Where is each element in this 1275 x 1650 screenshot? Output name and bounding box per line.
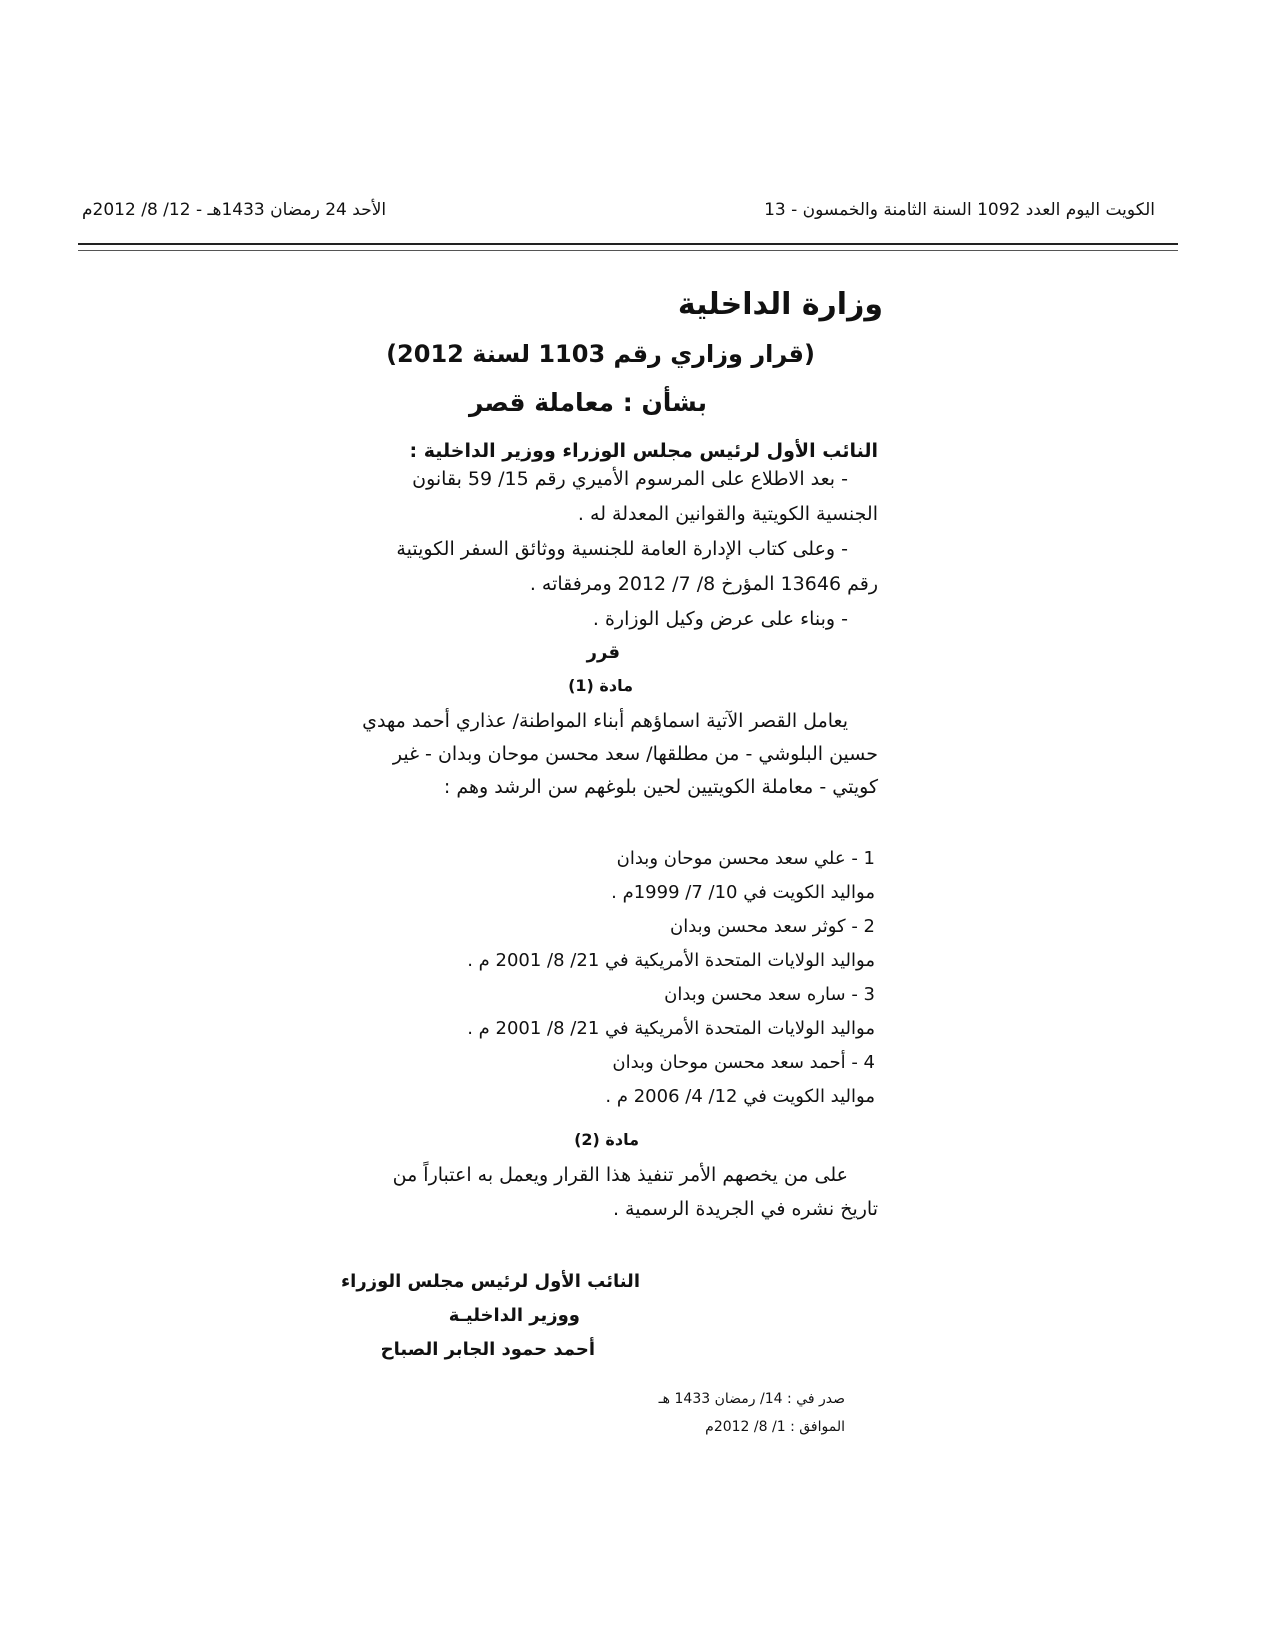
preamble-item: - وعلى كتاب الإدارة العامة للجنسية ووثائق السفر الكويتية رقم 13646 المؤرخ 8/ 7/ 2012 ومرفقاته . bbox=[396, 538, 878, 595]
decision-title: (قرار وزاري رقم 1103 لسنة 2012) bbox=[386, 340, 815, 368]
list-item: 4 - أحمد سعد محسن موحان وبدان bbox=[612, 1052, 875, 1073]
ministry-title: وزارة الداخلية bbox=[677, 287, 883, 322]
minors-list bbox=[395, 842, 875, 1114]
article1-body bbox=[362, 705, 878, 804]
header-date: الأحد 24 رمضان 1433هـ - 12/ 8/ 2012م bbox=[82, 200, 387, 220]
article2-body bbox=[362, 1158, 878, 1226]
decided-heading: قرر bbox=[586, 642, 620, 663]
list-item: مواليد الكويت في 10/ 7/ 1999م . bbox=[611, 882, 875, 903]
list-item: 1 - علي سعد محسن موحان وبدان bbox=[616, 848, 875, 869]
article2-title: مادة (2) bbox=[574, 1130, 639, 1149]
signature-block bbox=[341, 1265, 640, 1367]
list-item: مواليد الولايات المتحدة الأمريكية في 21/ 8/ 2001 م . bbox=[467, 1018, 875, 1039]
list-item: مواليد الولايات المتحدة الأمريكية في 21/ 8/ 2001 م . bbox=[467, 950, 875, 971]
header-rule-thin bbox=[78, 250, 1178, 251]
issued-hijri: صدر في : 14/ رمضان 1433 هـ bbox=[658, 1391, 845, 1407]
list-item: 2 - كوثر سعد محسن وبدان bbox=[670, 916, 875, 937]
header-rule bbox=[78, 243, 1178, 245]
header-issue-info: الكويت اليوم العدد 1092 السنة الثامنة والخمسون - 13 bbox=[764, 200, 1155, 220]
article2-text: على من يخصهم الأمر تنفيذ هذا القرار ويعمل به اعتباراً من تاريخ نشره في الجريدة الرسمية . bbox=[392, 1164, 878, 1220]
preamble-item: - وبناء على عرض وكيل الوزارة . bbox=[592, 608, 848, 630]
intro-line: النائب الأول لرئيس مجلس الوزراء ووزير الداخلية : bbox=[409, 440, 878, 462]
preamble-item: - بعد الاطلاع على المرسوم الأميري رقم 15/ 59 بقانون الجنسية الكويتية والقوانين المعدلة له . bbox=[412, 468, 878, 525]
list-item: مواليد الكويت في 12/ 4/ 2006 م . bbox=[605, 1086, 875, 1107]
article1-title: مادة (1) bbox=[568, 676, 633, 695]
issue-date-block bbox=[659, 1385, 845, 1441]
signature-title: النائب الأول لرئيس مجلس الوزراء bbox=[340, 1271, 640, 1292]
signature-title-2: ووزير الداخليـة bbox=[448, 1305, 580, 1326]
signatory-name: أحمد حمود الجابر الصباح bbox=[380, 1339, 595, 1360]
list-item: 3 - ساره سعد محسن وبدان bbox=[664, 984, 875, 1005]
article1-text: يعامل القصر الآتية اسماؤهم أبناء المواطنة/ عذاري أحمد مهدي حسين البلوشي - من مطلقها/ سعد محسن موحان وبدان - غير كويتي - معاملة الكويتيين لحين بلوغهم سن الرشد وهم : bbox=[362, 710, 878, 798]
decision-subject: بشأن : معاملة قصر bbox=[468, 388, 707, 417]
preamble bbox=[362, 462, 878, 637]
issued-gregorian: الموافق : 1/ 8/ 2012م bbox=[705, 1419, 845, 1435]
